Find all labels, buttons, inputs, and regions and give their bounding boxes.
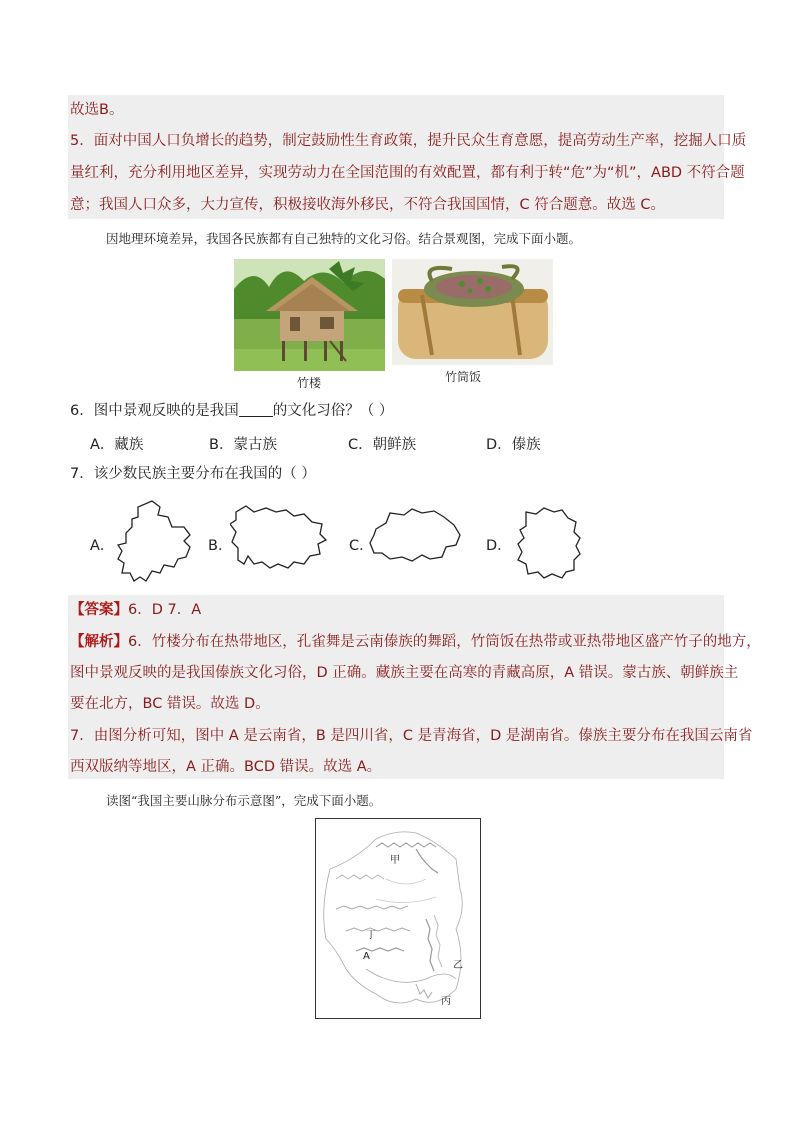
- q5-tail: 故选B。: [70, 102, 124, 118]
- intro-text-mountains: 读图“我国主要山脉分布示意图”，完成下面小题。: [106, 793, 382, 808]
- q6-option-b[interactable]: B．蒙古族: [209, 437, 277, 453]
- sichuan-outline-map[interactable]: [230, 498, 334, 584]
- map-label-a: A: [363, 951, 370, 962]
- bamboo-house-caption: 竹楼: [297, 376, 322, 390]
- analysis-line-1: [70, 632, 761, 652]
- map-label-ding: 丁: [366, 930, 376, 941]
- question-6-stem: [70, 401, 393, 421]
- q6-option-a[interactable]: A．藏族: [90, 437, 144, 453]
- mountain-map: [315, 818, 481, 1019]
- map-label-bing: 丙: [441, 996, 451, 1007]
- q5-explanation-line-3: 意；我国人口众多，大力宣传，积极接收海外移民，不符合我国国情，C 符合题意。故选 C。: [70, 197, 665, 213]
- answer-tag: 【答案】: [70, 602, 128, 618]
- q7-option-a[interactable]: A．: [90, 538, 115, 554]
- q6-blank: [239, 402, 273, 417]
- bamboo-rice-caption: 竹筒饭: [445, 370, 482, 384]
- bamboo-rice-photo: [392, 259, 553, 365]
- analysis-line-5: 西双版纳等地区，A 正确。BCD 错误。故选 A。: [70, 759, 382, 775]
- yunnan-outline-map[interactable]: [112, 497, 198, 585]
- hunan-outline-map[interactable]: [508, 504, 582, 580]
- bamboo-house-photo: [234, 259, 385, 371]
- analysis-line-3: 要在北方，BC 错误。故选 D。: [70, 696, 270, 712]
- q7-option-c[interactable]: C．: [349, 538, 374, 554]
- q6-option-d[interactable]: D．傣族: [486, 437, 541, 453]
- q5-explanation-line-1: 5．面对中国人口负增长的趋势，制定鼓励性生育政策，提升民众生育意愿，提高劳动生产率，挖掘人口质: [70, 133, 747, 149]
- map-label-yi: 乙: [453, 960, 463, 971]
- qinghai-outline-map[interactable]: [368, 505, 464, 573]
- q6-option-c[interactable]: C．朝鲜族: [348, 437, 417, 453]
- analysis-line-2: 图中景观反映的是我国傣族文化习俗，D 正确。藏族主要在高寒的青藏高原，A 错误。蒙古族、朝鲜族主: [70, 665, 739, 681]
- intro-text-culture: 因地理环境差异，我国各民族都有自己独特的文化习俗。结合景观图，完成下面小题。: [106, 231, 582, 246]
- map-label-jia: 甲: [390, 855, 400, 866]
- answer-analysis-block: [68, 595, 724, 779]
- question-7-stem: 7．该少数民族主要分布在我国的（ ）: [70, 466, 316, 482]
- q7-option-b[interactable]: B．: [208, 538, 233, 554]
- answer-line: [70, 600, 201, 620]
- q6-stem-before: 6．图中景观反映的是我国: [70, 403, 239, 419]
- q7-option-d[interactable]: D．: [486, 538, 512, 554]
- analysis-line-4: 7．由图分析可知，图中 A 是云南省，B 是四川省，C 是青海省，D 是湖南省。傣族主要分布在我国云南省: [70, 728, 753, 744]
- analysis-text-1: 6．竹楼分布在热带地区，孔雀舞是云南傣族的舞蹈，竹筒饭在热带或亚热带地区盛产竹子的地方，: [128, 634, 761, 650]
- q6-stem-after: 的文化习俗？（ ）: [272, 403, 394, 419]
- answer-text: 6．D 7．A: [128, 602, 202, 618]
- q5-explanation-line-2: 量红利，充分利用地区差异，实现劳动力在全国范围的有效配置，都有利于转“危”为“机”，ABD 不符合题: [70, 165, 745, 181]
- analysis-tag: 【解析】: [70, 634, 128, 650]
